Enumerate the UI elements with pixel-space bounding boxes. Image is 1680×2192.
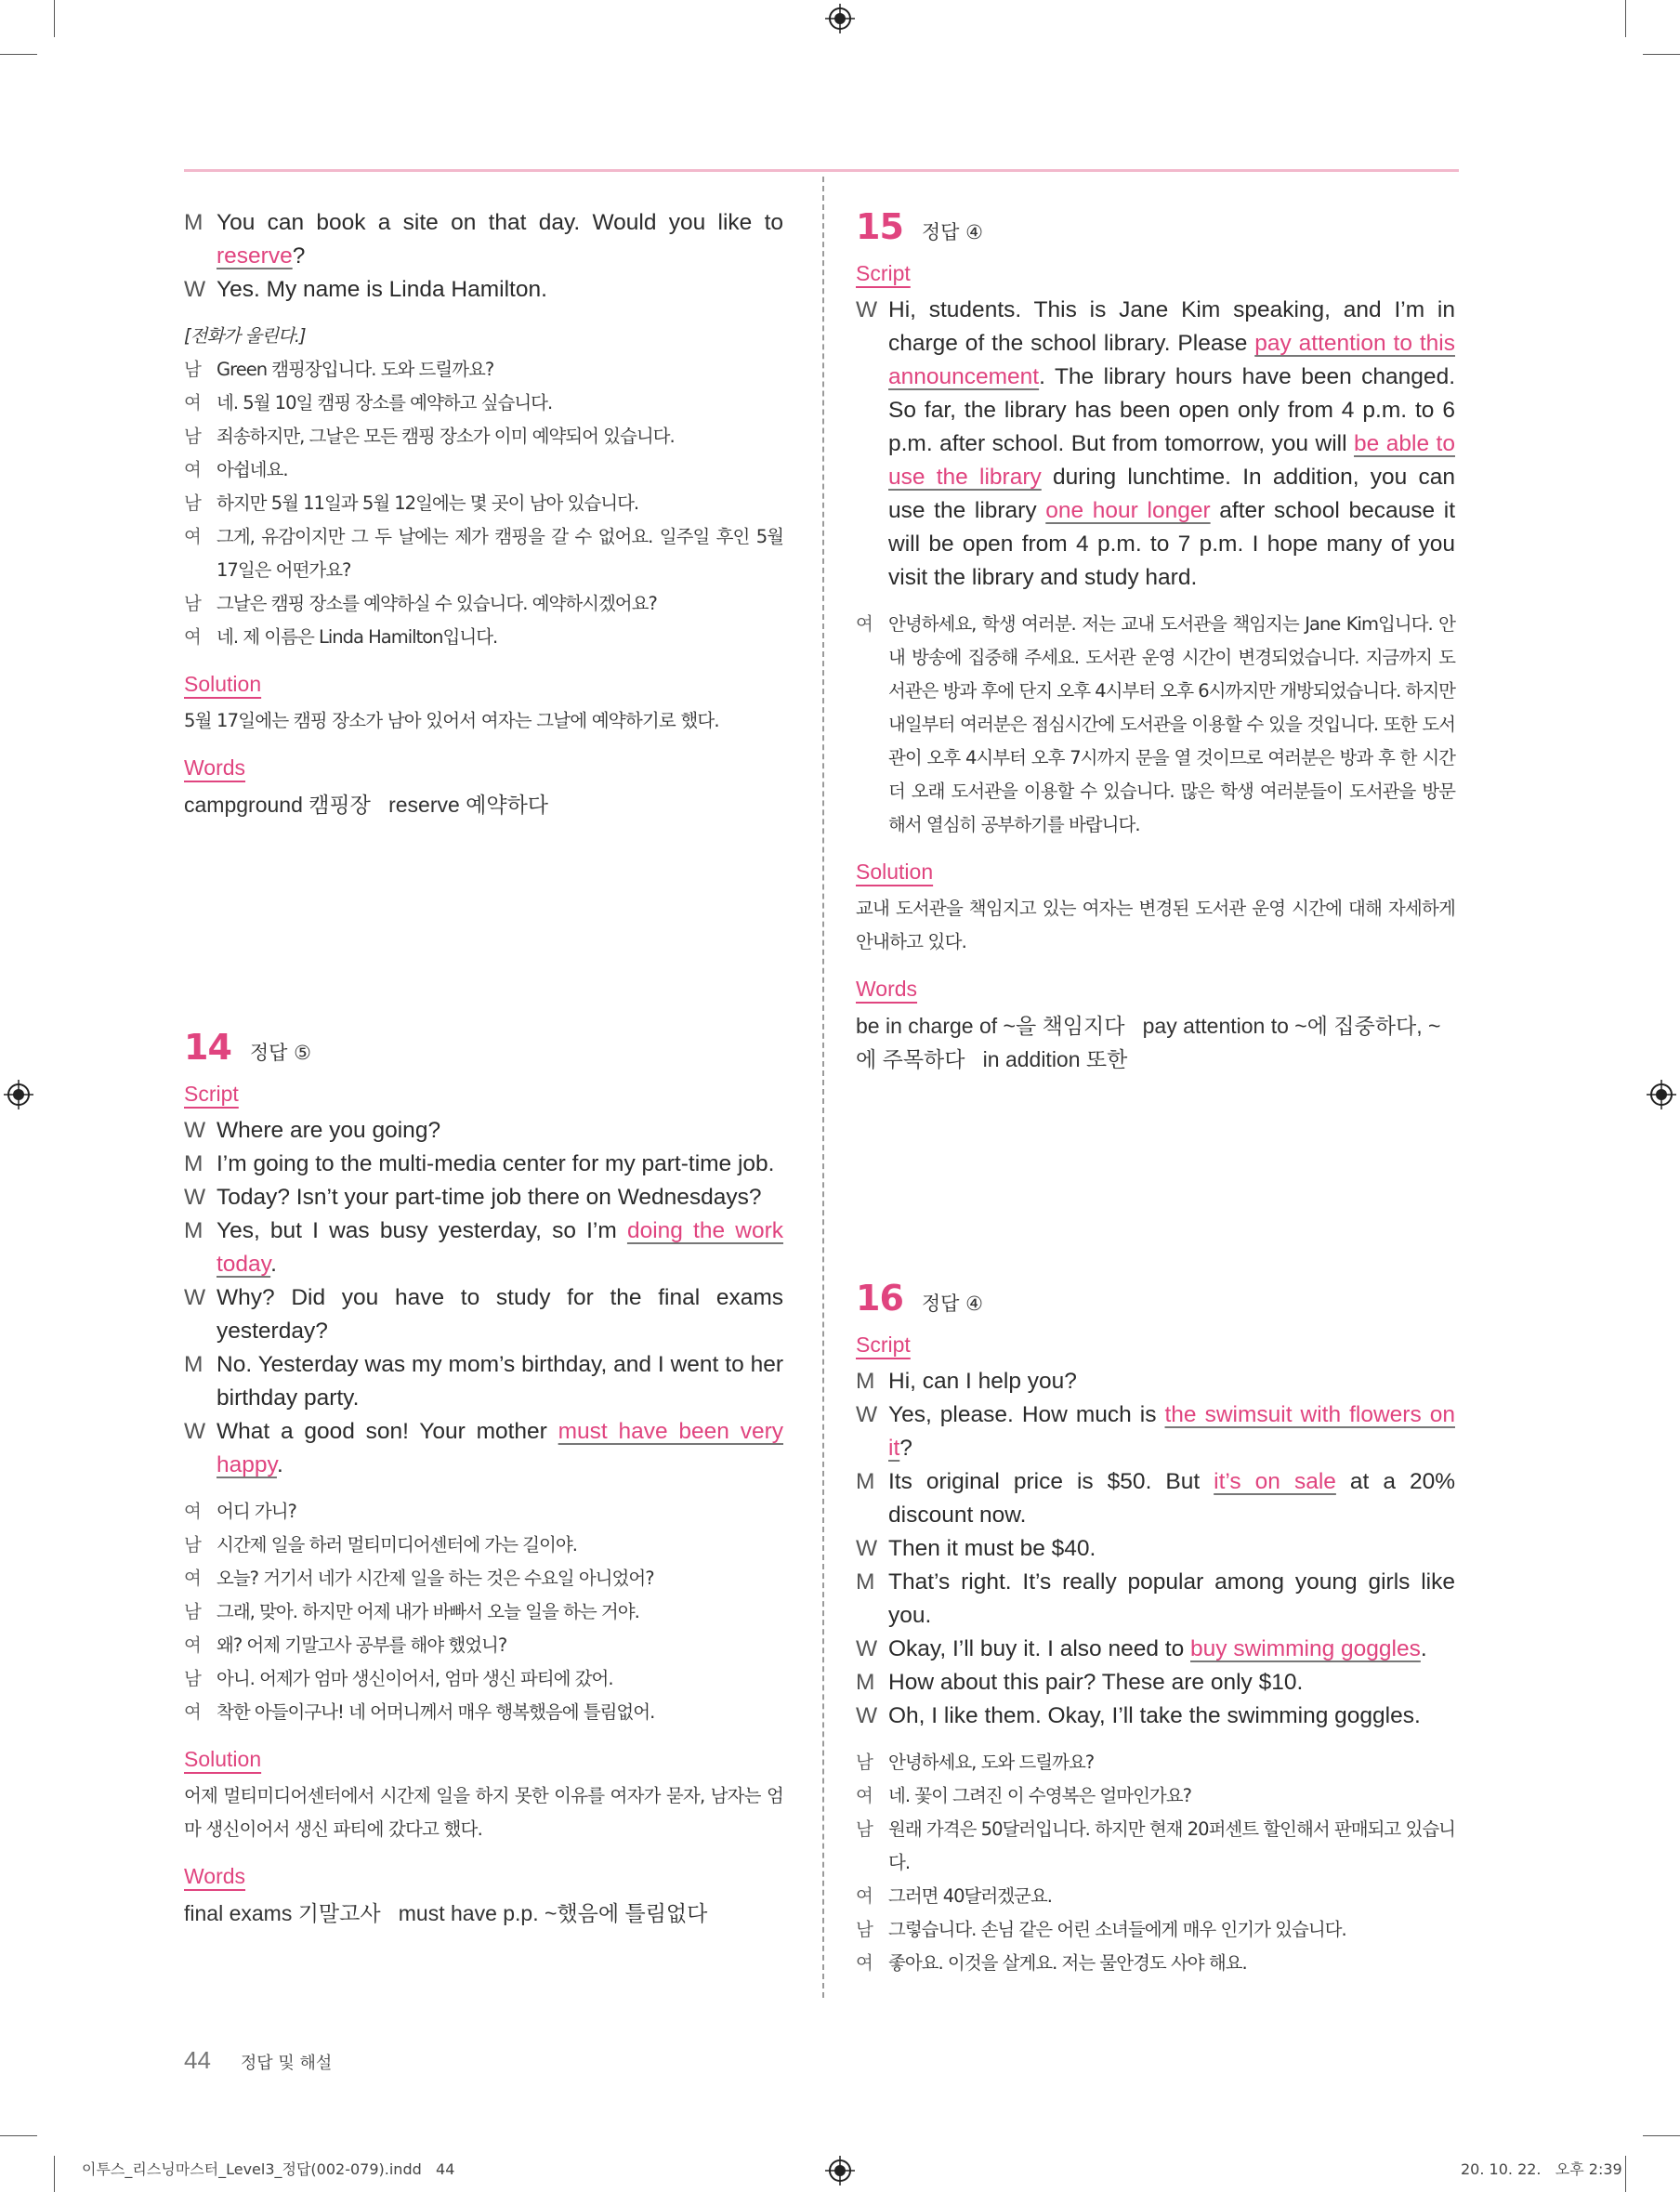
translation-line: [184, 353, 783, 387]
q15-words-label: Words: [856, 977, 918, 1001]
translation-line: [184, 1562, 783, 1595]
speaker-marker: W: [856, 1636, 878, 1661]
answer-blank-text: it’s on sale: [1214, 1469, 1336, 1494]
q15-solution-text: 교내 도서관을 책임지고 있는 여자는 변경된 도서관 운영 시간에 대해 자세하게 안내하고 있다.: [856, 898, 1455, 952]
crop-mark-top-left-h: [0, 54, 37, 55]
dialog-text-part: .: [276, 1452, 283, 1477]
translation-line: [184, 387, 783, 420]
speaker-marker: W: [856, 297, 878, 322]
speaker-marker: M: [856, 1670, 875, 1695]
page-footer: [184, 2046, 332, 2075]
translation-text: 어디 가니?: [217, 1501, 296, 1522]
crop-mark-bottom-left-v: [54, 2156, 55, 2192]
page-number: 44: [184, 2046, 211, 2074]
crop-mark-bottom-right-v: [1625, 2156, 1626, 2192]
dialog-text: [888, 294, 1455, 595]
translation-speaker: 여: [184, 1701, 201, 1723]
speaker-marker: W: [184, 1118, 206, 1143]
translation-line: [856, 1880, 1455, 1913]
translation-speaker: 여: [184, 1501, 201, 1522]
translation-line: [856, 608, 1455, 842]
dialog-line: [184, 1214, 783, 1281]
translation-line: [184, 453, 783, 487]
speaker-marker: M: [184, 1151, 203, 1176]
q15-number: 15: [856, 206, 903, 247]
translation-speaker: 남: [184, 593, 201, 614]
speaker-marker: W: [184, 1285, 206, 1310]
translation-speaker: 여: [184, 1634, 201, 1656]
translation-text: 안녕하세요, 도와 드릴까요?: [888, 1752, 1095, 1773]
footer-section-title: 정답 및 해설: [240, 2054, 333, 2073]
translation-line: [184, 520, 783, 587]
q14-header: [184, 1027, 783, 1068]
q16-translation: [856, 1746, 1455, 1980]
q14-words-label: Words: [184, 1864, 246, 1888]
dialog-text: [217, 273, 783, 307]
crop-mark-bottom-right-h: [1643, 2135, 1680, 2136]
crop-mark-top-right-v: [1625, 0, 1626, 37]
q14-solution-text: 어제 멀티미디어센터에서 시간제 일을 하지 못한 이유를 여자가 묻자, 남자는 엄마 생신이어서 생신 파티에 갔다고 했다.: [184, 1785, 783, 1840]
q16-header: [856, 1278, 1455, 1319]
translation-text: 착한 아들이구나! 네 어머니께서 매우 행복했음에 틀림없어.: [217, 1701, 655, 1723]
answer-blank-text: doing the work today: [217, 1218, 783, 1277]
translation-speaker: 남: [856, 1752, 873, 1773]
translation-speaker: 남: [184, 1668, 201, 1689]
dialog-text-part: after school because it will be open from 4 p.m. to 7 p.m. I hope many of you visit the library and study hard.: [888, 498, 1456, 590]
q14-answer: 정답 ⑤: [249, 1042, 311, 1064]
dialog-text-part: Yes, but I was busy yesterday, so I’m: [217, 1218, 627, 1243]
registration-mark-bottom-icon: [825, 2156, 855, 2185]
dialog-line: [184, 206, 783, 273]
crop-mark-bottom-left-h: [0, 2135, 37, 2136]
dialog-text-part: I’m going to the multi-media center for my part-time job.: [217, 1151, 775, 1176]
translation-text: 좋아요. 이것을 살게요. 저는 물안경도 사야 해요.: [888, 1952, 1247, 1974]
translation-text: 그러면 40달러겠군요.: [888, 1885, 1052, 1907]
dialog-text-part: Okay, I’ll buy it. I also need to: [888, 1636, 1191, 1661]
dialog-text: [217, 1281, 783, 1348]
dialog-line: [856, 1700, 1455, 1733]
dialog-line: [184, 273, 783, 307]
dialog-text-part: Why? Did you have to study for the final exams yesterday?: [217, 1285, 783, 1344]
q16-answer: 정답 ④: [921, 1293, 983, 1315]
dialog-text: [217, 1214, 783, 1281]
translation-speaker: 남: [856, 1818, 873, 1840]
translation-speaker: 여: [856, 613, 873, 635]
speaker-marker: W: [184, 277, 206, 302]
speaker-marker: M: [184, 1352, 203, 1377]
translation-line: [184, 487, 783, 520]
q13-words-text: campground 캠핑장 reserve 예약하다: [184, 793, 549, 817]
left-column: [184, 206, 783, 821]
translation-text: 왜? 어제 기말고사 공부를 해야 했었니?: [217, 1634, 507, 1656]
stage-direction-text: [전화가 울린다.]: [184, 325, 306, 347]
top-rule: [184, 169, 1459, 172]
q14-translation: [184, 1495, 783, 1729]
q14-words-text: final exams 기말고사 must have p.p. ~했음에 틀림없다: [184, 1901, 708, 1925]
q14-solution-label: Solution: [184, 1747, 262, 1771]
translation-line: [184, 1629, 783, 1662]
dialog-text: [217, 1114, 783, 1148]
q13-translation: [184, 353, 783, 654]
dialog-text: [888, 1633, 1455, 1666]
translation-line: [184, 1662, 783, 1696]
dialog-text: [217, 206, 783, 273]
speaker-marker: W: [856, 1536, 878, 1561]
dialog-text-part: .: [270, 1252, 277, 1277]
q16-section: [856, 1278, 1455, 1980]
translation-speaker: 남: [856, 1919, 873, 1940]
dialog-line: [184, 1148, 783, 1181]
translation-text: 그날은 캠핑 장소를 예약하실 수 있습니다. 예약하시겠어요?: [217, 593, 657, 614]
speaker-marker: M: [856, 1369, 875, 1394]
translation-text: 그래, 맞아. 하지만 어제 내가 바빠서 오늘 일을 하는 거야.: [217, 1601, 639, 1622]
translation-line: [184, 587, 783, 621]
dialog-text-part: No. Yesterday was my mom’s birthday, and I went to her birthday party.: [217, 1352, 783, 1411]
dialog-text-part: .: [1420, 1636, 1427, 1661]
translation-text: 아쉽네요.: [217, 459, 288, 480]
dialog-line: [184, 1348, 783, 1415]
dialog-text-part: Its original price is $50. But: [888, 1469, 1214, 1494]
dialog-text-part: Yes, please. How much is: [888, 1402, 1165, 1427]
dialog-line: [856, 1465, 1455, 1532]
translation-speaker: 여: [856, 1885, 873, 1907]
dialog-line: [184, 1114, 783, 1148]
translation-text: 네. 5월 10일 캠핑 장소를 예약하고 싶습니다.: [217, 392, 553, 413]
q13-words-label: Words: [184, 755, 246, 780]
crop-mark-top-left-v: [54, 0, 55, 37]
dialog-text-part: Hi, can I help you?: [888, 1369, 1077, 1394]
dialog-text-part: at a 20% discount now.: [888, 1469, 1456, 1528]
q14-number: 14: [184, 1027, 231, 1068]
translation-line: [184, 1595, 783, 1629]
dialog-text: [888, 1666, 1455, 1700]
dialog-line: [856, 1398, 1455, 1465]
speaker-marker: M: [184, 1218, 203, 1243]
dialog-line: [856, 1365, 1455, 1398]
translation-text: 하지만 5월 11일과 5월 12일에는 몇 곳이 남아 있습니다.: [217, 492, 639, 514]
dialog-text-part: You can book a site on that day. Would you like to: [217, 210, 783, 235]
translation-text: 죄송하지만, 그날은 모든 캠핑 장소가 이미 예약되어 있습니다.: [217, 426, 675, 447]
translation-speaker: 여: [184, 459, 201, 480]
dialog-text-part: . The library hours have been changed. So far, the library has been open only from 4 p.m. to 6 p.m. after school. But from tomorrow, you will: [888, 364, 1455, 456]
answer-blank-text: pay attention to this announcement: [888, 331, 1455, 389]
q16-script-label: Script: [856, 1332, 911, 1357]
translation-line: [856, 1813, 1455, 1880]
dialog-line: [856, 1532, 1455, 1566]
translation-speaker: 여: [184, 626, 201, 648]
dialog-text: [217, 1348, 783, 1415]
column-divider: [822, 177, 824, 1998]
dialog-text: [217, 1181, 783, 1214]
dialog-text-part: during lunchtime. In addition, you can use the library: [888, 465, 1455, 523]
translation-speaker: 여: [184, 526, 201, 547]
dialog-line: [856, 1566, 1455, 1633]
translation-text: 아니. 어제가 엄마 생신이어서, 엄마 생신 파티에 갔어.: [217, 1668, 613, 1689]
q15-section: [856, 206, 1455, 1076]
answer-blank-text: the swimsuit with flowers on it: [888, 1402, 1455, 1461]
answer-blank-text: reserve: [217, 243, 293, 269]
dialog-line: [184, 1415, 783, 1482]
translation-speaker: 여: [184, 392, 201, 413]
dialog-text: [888, 1700, 1455, 1733]
translation-text: 오늘? 거기서 네가 시간제 일을 하는 것은 수요일 아니었어?: [217, 1568, 654, 1589]
translation-line: [184, 1529, 783, 1562]
q15-script-label: Script: [856, 261, 911, 285]
speaker-marker: M: [184, 210, 203, 235]
speaker-marker: M: [856, 1569, 875, 1595]
q15-dialog: [856, 294, 1455, 595]
translation-speaker: 여: [184, 1568, 201, 1589]
q14-section: [184, 1027, 783, 1930]
translation-line: [184, 1495, 783, 1529]
q15-translation: [856, 608, 1455, 842]
dialog-text: [217, 1415, 783, 1482]
answer-blank-text: must have been very happy: [217, 1419, 783, 1477]
registration-mark-left-icon: [4, 1080, 33, 1109]
translation-line: [184, 621, 783, 654]
dialog-text-part: Where are you going?: [217, 1118, 441, 1143]
q16-number: 16: [856, 1278, 903, 1319]
crop-mark-top-right-h: [1643, 54, 1680, 55]
dialog-text-part: Today? Isn’t your part-time job there on Wednesdays?: [217, 1185, 762, 1210]
q16-dialog: [856, 1365, 1455, 1733]
q14-dialog: [184, 1114, 783, 1482]
q15-header: [856, 206, 1455, 247]
dialog-line: [184, 1181, 783, 1214]
slug-file-info: 이투스_리스닝마스터_Level3_정답(002-079).indd 44: [82, 2160, 455, 2178]
translation-text: 시간제 일을 하러 멀티미디어센터에 가는 길이야.: [217, 1534, 577, 1555]
dialog-text-part: That’s right. It’s really popular among young girls like you.: [888, 1569, 1455, 1628]
dialog-text-part: Then it must be $40.: [888, 1536, 1096, 1561]
dialog-text-part: What a good son! Your mother: [217, 1419, 558, 1444]
translation-speaker: 남: [184, 1534, 201, 1555]
dialog-text-part: How about this pair? These are only $10.: [888, 1670, 1304, 1695]
registration-mark-top-icon: [825, 4, 855, 33]
q14-script-label: Script: [184, 1082, 239, 1106]
speaker-marker: W: [184, 1185, 206, 1210]
translation-speaker: 남: [184, 1601, 201, 1622]
dialog-line: [856, 1633, 1455, 1666]
dialog-text-part: ?: [899, 1436, 912, 1461]
q13-solution-label: Solution: [184, 672, 262, 696]
dialog-line: [856, 294, 1455, 595]
dialog-text-part: Hi, students. This is Jane Kim speaking, and I’m in charge of the school library. Please: [888, 297, 1455, 356]
q13-dialog-tail: [184, 206, 783, 307]
registration-mark-right-icon: [1647, 1080, 1676, 1109]
translation-text: 원래 가격은 50달러입니다. 하지만 현재 20퍼센트 할인해서 판매되고 있습니다.: [888, 1818, 1455, 1873]
dialog-text: [888, 1465, 1455, 1532]
translation-line: [184, 1696, 783, 1729]
dialog-text: [888, 1398, 1455, 1465]
q13-stage-direction: [184, 320, 783, 353]
q13-solution-text: 5월 17일에는 캠핑 장소가 남아 있어서 여자는 그날에 예약하기로 했다.: [184, 710, 719, 731]
translation-speaker: 남: [184, 492, 201, 514]
dialog-text: [888, 1566, 1455, 1633]
translation-line: [856, 1746, 1455, 1779]
translation-text: 그렇습니다. 손님 같은 어린 소녀들에게 매우 인기가 있습니다.: [888, 1919, 1346, 1940]
dialog-line: [856, 1666, 1455, 1700]
q15-solution-label: Solution: [856, 860, 934, 884]
translation-line: [856, 1947, 1455, 1980]
answer-blank-text: buy swimming goggles: [1190, 1636, 1421, 1661]
translation-speaker: 남: [184, 426, 201, 447]
answer-blank-text: one hour longer: [1045, 498, 1211, 523]
translation-speaker: 남: [184, 359, 201, 380]
answer-blank-text: be able to use the library: [888, 431, 1455, 490]
q15-answer: 정답 ④: [921, 221, 983, 243]
slug-date-info: 20. 10. 22. 오후 2:39: [1461, 2160, 1622, 2178]
translation-line: [184, 420, 783, 453]
speaker-marker: M: [856, 1469, 875, 1494]
translation-text: 안녕하세요, 학생 여러분. 저는 교내 도서관을 책임지는 Jane Kim입니다. 안내 방송에 집중해 주세요. 도서관 운영 시간이 변경되었습니다. 지금까지 도서관은 방과 후에 단지 오후 4시부터 오후 6시까지만 개방되었습니다. 하지만 내일부터 여러분은 점심시간에 도서관을 이용할 수 있을 것입니다. 또한 도서관이 오후 4시부터 오후 7시까지 문을 열 것이므로 여러분은 방과 후 한 시간 더 오래 도서관을 이용할 수 있습니다. 많은 학생 여러분들이 도서관을 방문해서 열심히 공부하기를 바랍니다.: [888, 613, 1455, 835]
speaker-marker: W: [856, 1703, 878, 1728]
dialog-text-part: ?: [292, 243, 306, 269]
translation-speaker: 여: [856, 1952, 873, 1974]
translation-line: [856, 1779, 1455, 1813]
translation-text: 네. 제 이름은 Linda Hamilton입니다.: [217, 626, 498, 648]
speaker-marker: W: [856, 1402, 878, 1427]
translation-text: 그게, 유감이지만 그 두 날에는 제가 캠핑을 갈 수 없어요. 일주일 후인 5월 17일은 어떤가요?: [217, 526, 783, 581]
dialog-text: [888, 1532, 1455, 1566]
dialog-text-part: Yes. My name is Linda Hamilton.: [217, 277, 547, 302]
dialog-text: [888, 1365, 1455, 1398]
q15-words-text: be in charge of ~을 책임지다 pay attention to ~에 집중하다, ~에 주목하다 in addition 또한: [856, 1014, 1441, 1071]
translation-line: [856, 1913, 1455, 1947]
speaker-marker: W: [184, 1419, 206, 1444]
translation-speaker: 여: [856, 1785, 873, 1806]
dialog-line: [184, 1281, 783, 1348]
dialog-text-part: Oh, I like them. Okay, I’ll take the swimming goggles.: [888, 1703, 1421, 1728]
dialog-text: [217, 1148, 783, 1181]
translation-text: Green 캠핑장입니다. 도와 드릴까요?: [217, 359, 494, 380]
translation-text: 네. 꽃이 그려진 이 수영복은 얼마인가요?: [888, 1785, 1191, 1806]
